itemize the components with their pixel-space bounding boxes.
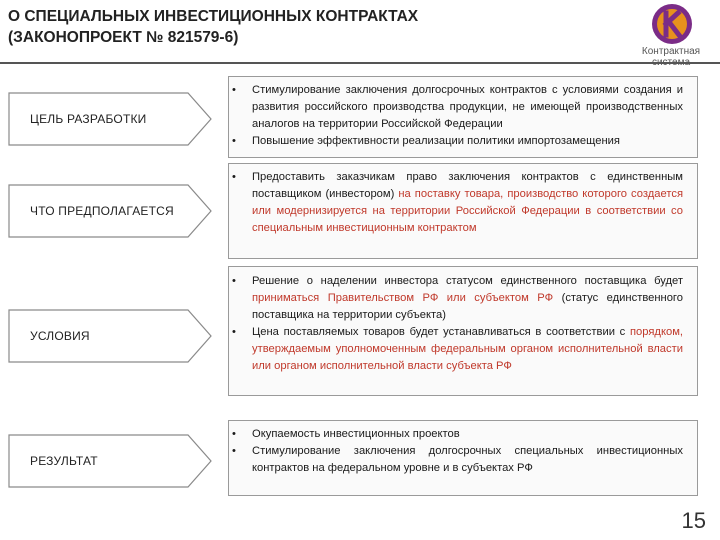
item-highlight: порядком, утверждаемым уполномоченным федеральным органом исполнительной власти или органом исполнительной власти субъекта РФ <box>252 326 683 372</box>
row-label-goal <box>8 92 212 146</box>
goal-box <box>228 76 698 158</box>
bullet-icon: • <box>232 326 236 338</box>
item-text: Стимулирование заключения долгосрочных специальных инвестиционных контрактов на федеральном уровне и в субъектах РФ <box>252 445 683 474</box>
list-item <box>231 324 683 375</box>
item-highlight: на поставку товара, производство которого создается или модернизируется на территории Российской Федерации в соответствии со специальным инвестиционным контрактом <box>252 188 683 234</box>
item-text: Решение о наделении инвестора статусом единственного поставщика будет <box>252 275 683 287</box>
conditions-box <box>228 266 698 396</box>
proposal-box <box>228 163 698 259</box>
list-item <box>231 273 683 324</box>
row-label-text: УСЛОВИЯ <box>30 329 90 343</box>
bullet-icon: • <box>232 275 236 287</box>
row-label-text: ЧТО ПРЕДПОЛАГАЕТСЯ <box>30 204 174 218</box>
row-label-conditions <box>8 309 212 363</box>
bullet-icon: • <box>232 84 236 96</box>
list-item <box>231 133 683 150</box>
page-title <box>8 6 608 48</box>
item-text: Предоставить заказчикам право заключения контрактов с единственным поставщиком (инвестором) <box>252 171 683 200</box>
page-number: 15 <box>681 508 706 533</box>
item-text: Цена поставляемых товаров будет устанавливаться в соответствии с <box>252 326 630 338</box>
logo-name <box>624 46 718 68</box>
list-item <box>231 82 683 133</box>
item-text-tail: (статус единственного поставщика на территории субъекта) <box>252 292 683 321</box>
logo-k-icon <box>652 4 692 44</box>
list-item <box>231 426 683 443</box>
bullet-icon: • <box>232 445 236 457</box>
row-label-proposal <box>8 184 212 238</box>
result-box <box>228 420 698 496</box>
logo-name-line-1: Контрактная <box>641 46 701 57</box>
row-label-result <box>8 434 212 488</box>
bullet-icon: • <box>232 428 236 440</box>
item-text: Окупаемость инвестиционных проектов <box>252 428 460 440</box>
item-text: Повышение эффективности реализации политики импортозамещения <box>252 135 620 147</box>
row-label-text: РЕЗУЛЬТАТ <box>30 454 98 468</box>
bullet-icon: • <box>232 171 236 183</box>
list-item <box>231 443 683 477</box>
title-divider <box>0 62 720 64</box>
item-text: Стимулирование заключения долгосрочных контрактов с условиями создания и развития российского производства продукции, не имеющей производственных аналогов на территории Российской Федерации <box>252 84 683 130</box>
list-item <box>231 169 683 237</box>
row-label-text: ЦЕЛЬ РАЗРАБОТКИ <box>30 112 147 126</box>
bullet-icon: • <box>232 135 236 147</box>
title-line-1: О СПЕЦИАЛЬНЫХ ИНВЕСТИЦИОННЫХ КОНТРАКТАХ <box>8 8 419 25</box>
title-line-2: (ЗАКОНОПРОЕКТ № 821579-6) <box>8 29 239 46</box>
item-highlight: приниматься Правительством РФ или субъектом РФ <box>252 292 554 304</box>
